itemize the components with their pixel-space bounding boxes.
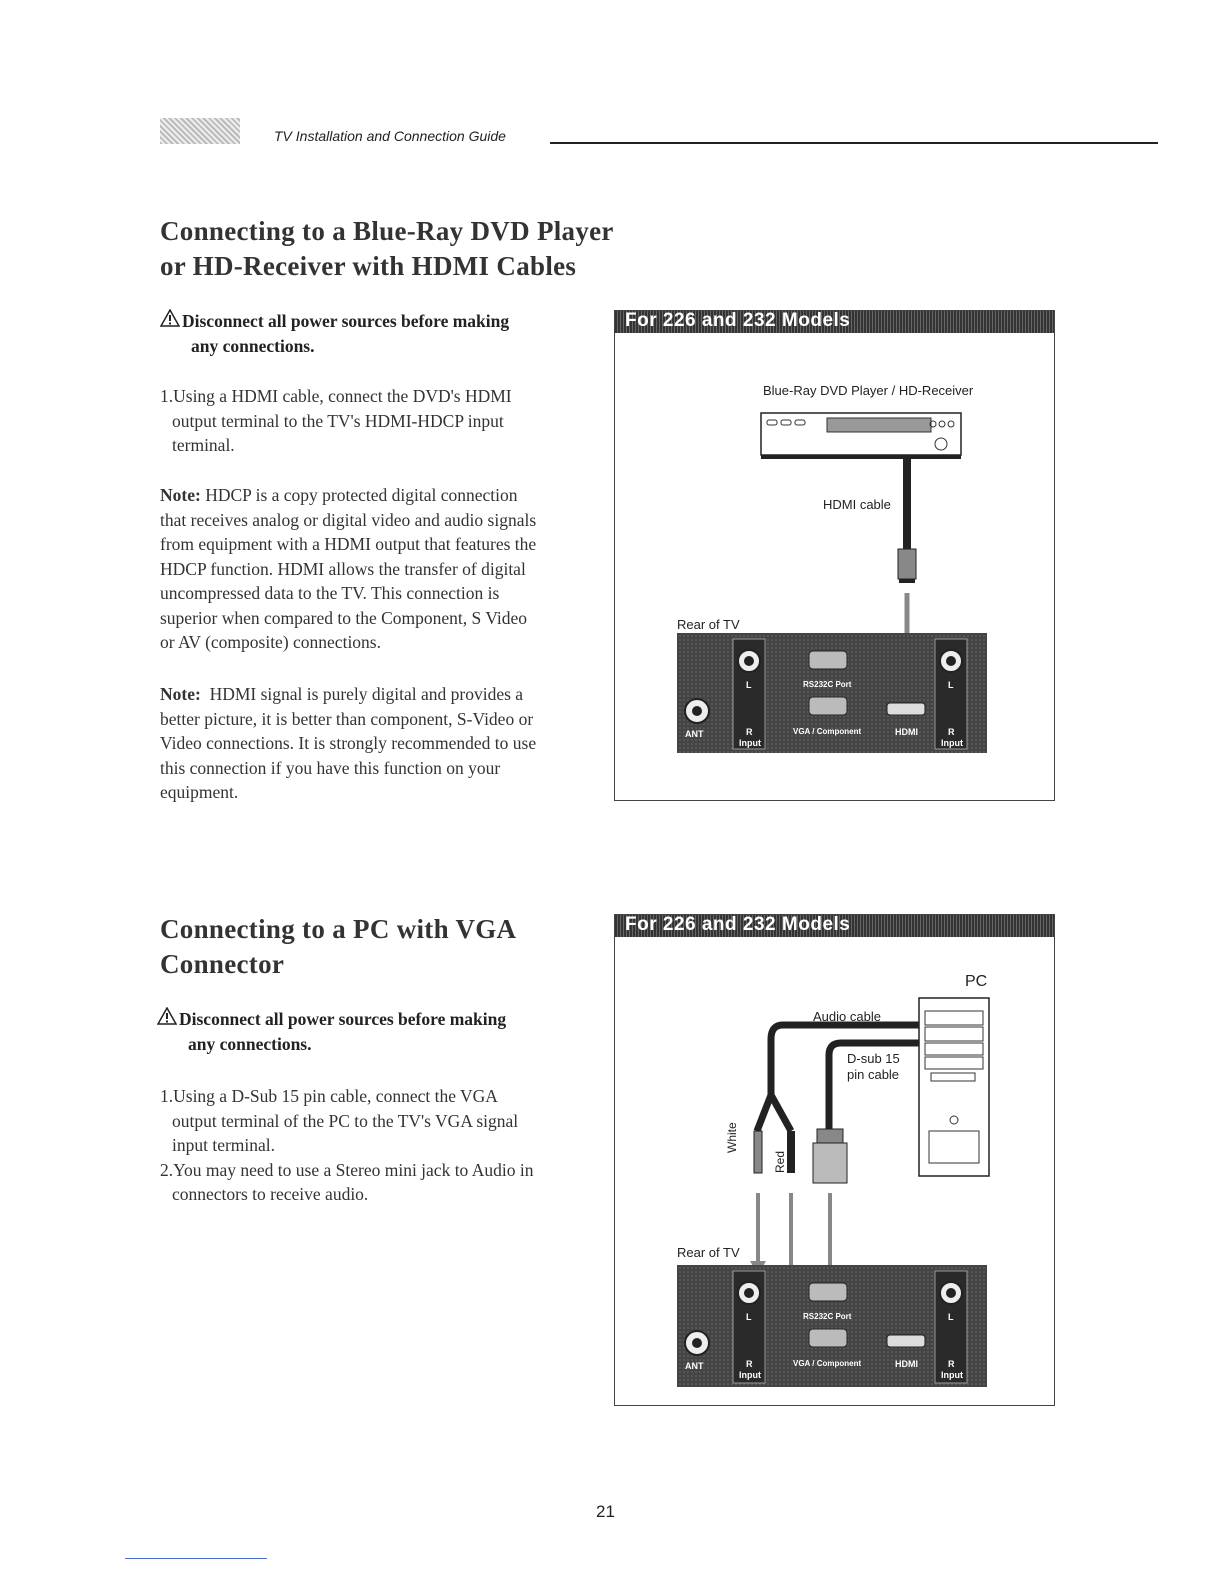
section1-warning-line2: any connections.: [191, 336, 315, 356]
model-banner-text: For 226 and 232 Models: [625, 310, 851, 331]
rs232-label: RS232C Port: [803, 1312, 852, 1321]
pc-label: PC: [965, 973, 988, 990]
l-label: L: [746, 680, 752, 690]
section1-step1-line1: 1.Using a HDMI cable, connect the DVD's HDMI: [160, 386, 512, 406]
red-plug-icon: [787, 1131, 795, 1173]
r-label: R: [746, 727, 753, 737]
section2-steps: [160, 1084, 610, 1207]
vga-plug-icon: [813, 1129, 847, 1183]
input-label: Input: [739, 1370, 761, 1380]
section2-warning-line2: any connections.: [188, 1034, 312, 1054]
note1-line: that receives analog or digital video and audio signals: [160, 509, 537, 530]
section2-step1-line1: 1.Using a D-Sub 15 pin cable, connect the VGA: [160, 1086, 498, 1106]
header-title: TV Installation and Connection Guide: [274, 128, 506, 144]
pc-tower-icon: [919, 998, 989, 1176]
note1-line: superior when compared to the Component, S Video: [160, 607, 528, 628]
model-banner-text: For 226 and 232 Models: [625, 914, 851, 935]
note1-line: or AV (composite) connections.: [160, 632, 381, 652]
hdmi-label: HDMI: [895, 1359, 918, 1369]
header-logo: [160, 118, 240, 144]
note2-line: HDMI signal is purely digital and provides a: [209, 684, 524, 704]
note1-line: HDCP function. HDMI allows the transfer of digital: [160, 558, 526, 579]
section2-title-line2: Connector: [160, 949, 285, 979]
vga-label: VGA / Component: [793, 1359, 862, 1368]
note2-line: Video connections. It is strongly recommended to use: [160, 733, 537, 753]
section1-title-line2: or HD-Receiver with HDMI Cables: [160, 251, 577, 281]
note2-line: this connection if you have this function on your: [160, 757, 501, 778]
dvd-player-icon: [761, 413, 961, 459]
note2-label: Note:: [160, 684, 201, 704]
warning-icon: [160, 309, 182, 334]
section2-title: [160, 912, 600, 982]
note1-label: Note:: [160, 485, 201, 505]
r-label: R: [948, 727, 955, 737]
input-label: Input: [941, 1370, 963, 1380]
l-label: L: [746, 1312, 752, 1322]
note2-line: better picture, it is better than component, S-Video or: [160, 708, 534, 729]
note1-line: uncompressed data to the TV. This connection is: [160, 583, 500, 603]
section1-title-line1: Connecting to a Blue-Ray DVD Player: [160, 216, 614, 246]
section1-note1: [160, 483, 610, 655]
header-rule: [550, 142, 1158, 144]
section1-warning: [160, 309, 600, 359]
audio-cable-label: Audio cable: [813, 1009, 881, 1024]
dsub-label-line2: pin cable: [847, 1067, 900, 1082]
rs232-label: RS232C Port: [803, 680, 852, 689]
section2-step2-line1: 2.You may need to use a Stereo mini jack to Audio in: [160, 1159, 534, 1180]
footer-rule: [125, 1558, 267, 1559]
white-label: White: [725, 1122, 739, 1153]
warning-icon: [157, 1007, 179, 1032]
tv-rear-panel: [677, 1265, 987, 1387]
section1-step1: [160, 384, 600, 458]
l-label: L: [948, 680, 954, 690]
dsub-label-line1: D-sub 15: [847, 1051, 900, 1066]
section2-warning-line1: Disconnect all power sources before making: [179, 1009, 507, 1029]
vga-diagram-panel: [614, 914, 1055, 1406]
page-number: 21: [596, 1502, 615, 1521]
hdmi-cable-label: HDMI cable: [823, 497, 891, 512]
section1-title: [160, 214, 660, 284]
vga-label: VGA / Component: [793, 727, 862, 736]
red-label: Red: [773, 1150, 787, 1173]
section2-step1-line3: input terminal.: [172, 1135, 276, 1155]
ant-label: ANT: [685, 729, 704, 739]
input-label: Input: [739, 738, 761, 748]
tv-label: Rear of TV: [677, 1245, 740, 1260]
section1-step1-line3: terminal.: [172, 435, 235, 455]
hdmi-cable: [903, 459, 911, 549]
section2-step1-line2: output terminal of the PC to the TV's VGA signal: [172, 1110, 519, 1131]
section1-note2: [160, 682, 610, 805]
section2-step2-line2: connectors to receive audio.: [172, 1184, 369, 1204]
section1-step1-line2: output terminal to the TV's HDMI-HDCP input: [172, 410, 504, 431]
hdmi-diagram-panel: [614, 310, 1055, 801]
note2-line: equipment.: [160, 782, 239, 802]
l-label: L: [948, 1312, 954, 1322]
hdmi-label: HDMI: [895, 727, 918, 737]
hdmi-plug-icon: [898, 549, 916, 583]
note1-line: from equipment with a HDMI output that features the: [160, 534, 537, 554]
r-label: R: [948, 1359, 955, 1369]
input-label: Input: [941, 738, 963, 748]
r-label: R: [746, 1359, 753, 1369]
vga-diagram: [615, 915, 1054, 1405]
device-label: Blue-Ray DVD Player / HD-Receiver: [763, 383, 974, 398]
section2-title-line1: Connecting to a PC with VGA: [160, 914, 517, 944]
dsub-cable-label: [847, 1051, 900, 1083]
white-plug-icon: [754, 1131, 762, 1173]
ant-label: ANT: [685, 1361, 704, 1371]
tv-label: Rear of TV: [677, 617, 740, 632]
section2-warning: [157, 1007, 597, 1057]
note1-line: HDCP is a copy protected digital connection: [205, 485, 518, 505]
section1-warning-line1: Disconnect all power sources before making: [182, 311, 510, 331]
